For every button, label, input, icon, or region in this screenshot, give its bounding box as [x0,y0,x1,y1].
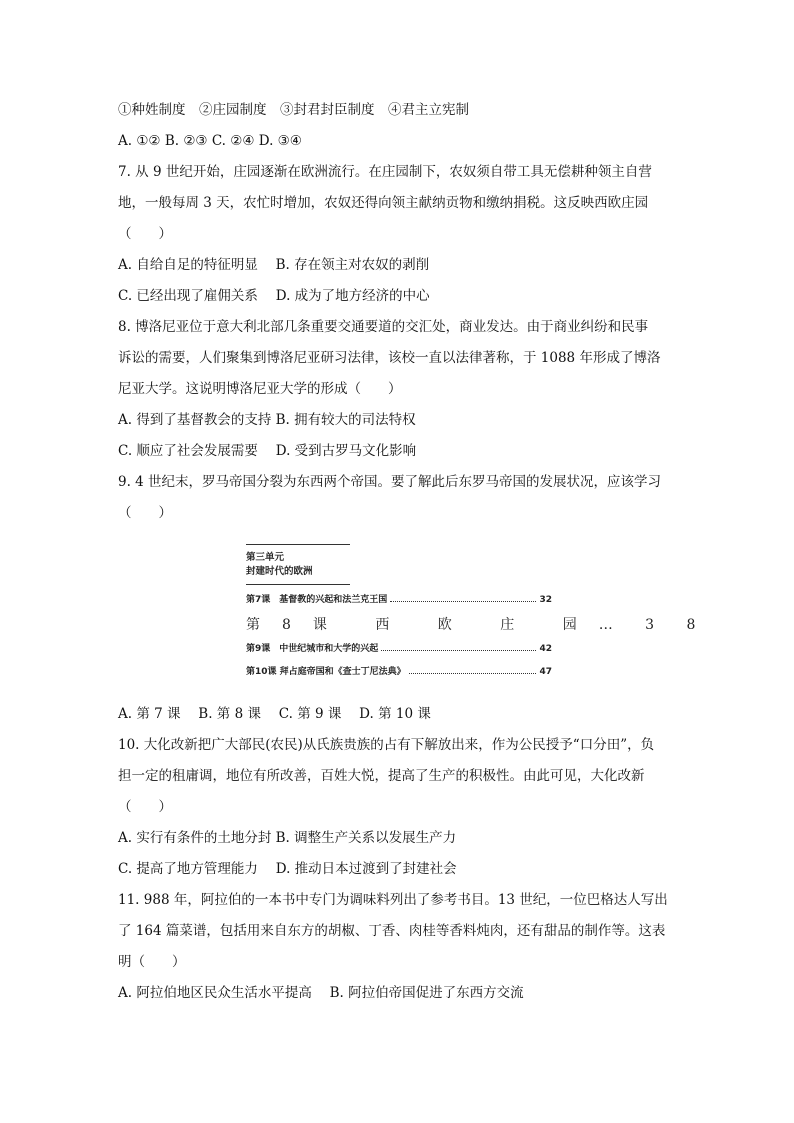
q10-option-d: D. 推动日本过渡到了封建社会 [275,861,457,877]
q10-option-b: B. 调整生产关系以发展生产力 [275,830,457,846]
exam-page-continued [118,704,684,1014]
toc-row-lesson-8 [246,616,710,634]
q11-line-1: 11. 988 年，阿拉伯的一本书中专门为调味料列出了参考书目。13 世纪，一位巴格达人写出 [118,892,668,908]
toc-row-title: 第9课 中世纪城市和大学的兴起 [246,644,379,654]
q8-option-c: C. 顺应了社会发展需要 [118,443,258,459]
question-9 [118,472,684,523]
q9-line-1: 9. 4 世纪末，罗马帝国分裂为东西两个帝国。要了解此后东罗马帝国的发展状况，应该学习 [118,474,662,490]
q8-line-1: 8. 博洛尼亚位于意大利北部几条重要交通要道的交汇处，商业发达。由于商业纠纷和民事 [118,319,649,335]
toc-leader-dots [390,601,536,602]
toc-row-lesson-10 [246,665,552,679]
q7-line-1: 7. 从 9 世纪开始，庄园逐渐在欧洲流行。在庄园制下，农奴须自带工具无偿耕种领主自营 [118,164,652,180]
q6-statement-options: ①种姓制度 ②庄园制度 ③封君封臣制度 ④君主立宪制 [118,102,469,118]
q10-line-3: （ ） [118,799,172,815]
q7-line-2: 地，一般每周 3 天，农忙时增加，农奴还得向领主献纳贡物和缴纳捐税。这反映西欧庄园 [118,195,649,211]
toc-leader-dots [381,650,536,651]
q7-option-d: D. 成为了地方经济的中心 [275,288,430,304]
q11-line-2: 了 164 篇菜谱，包括用来自东方的胡椒、丁香、肉桂等香料炖肉，还有甜品的制作等。这表 [118,923,666,939]
q7-option-a: A. 自给自足的特征明显 [118,257,258,273]
q7-line-3: （ ） [118,226,172,242]
toc-row-lesson-7 [246,593,552,607]
toc-row-page: 42 [539,644,552,654]
toc-row-page: 47 [539,667,552,677]
q6-answer-choices: A. ①② B. ②③ C. ②④ D. ③④ [118,133,302,149]
q11-line-3: 明（ ） [118,954,186,970]
toc-row-lesson-9 [246,642,552,656]
q10-line-2: 担一定的租庸调，地位有所改善，百姓大悦，提高了生产的积极性。由此可见，大化改新 [118,768,645,784]
q11-option-b: B. 阿拉伯帝国促进了东西方交流 [329,985,524,1001]
textbook-toc-figure [246,544,710,688]
q8-options-ab [118,410,684,430]
toc-unit: 第三单元 [246,552,285,563]
q8-option-a: A. 得到了基督教会的支持 [118,412,272,428]
q7-options-cd [118,286,684,306]
q10-option-a: A. 实行有条件的土地分封 [118,830,272,846]
question-11 [118,890,684,1003]
toc-top-rule [246,544,350,545]
question-8 [118,317,684,461]
question-10 [118,735,684,879]
question-7 [118,162,684,306]
q9-answer-choices: A. 第 7 课 B. 第 8 课 C. 第 9 课 D. 第 10 课 [118,706,431,722]
toc-row-title: 第8课 西 欧 庄 园 [246,617,599,633]
q9-line-2: （ ） [118,505,172,521]
q11-options-ab [118,983,684,1003]
q11-option-a: A. 阿拉伯地区民众生活水平提高 [118,985,312,1001]
q7-options-ab [118,255,684,275]
q8-line-3: 尼亚大学。这说明博洛尼亚大学的形成（ ） [118,381,402,397]
q8-options-cd [118,441,684,461]
q7-option-b: B. 存在领主对农奴的剥削 [275,257,430,273]
q7-option-c: C. 已经出现了雇佣关系 [118,288,258,304]
toc-divider [246,584,350,585]
exam-page [118,100,684,534]
toc-leader-dots [409,673,537,674]
q8-line-2: 诉讼的需要，人们聚集到博洛尼亚研习法律，该校一直以法律著称，于 1088 年形成了博洛 [118,350,661,366]
toc-unit-title: 封建时代的欧洲 [246,566,313,577]
q10-options-cd [118,859,684,879]
toc-row-title: 第10课 拜占庭帝国和《查士丁尼法典》 [246,667,406,677]
q10-option-c: C. 提高了地方管理能力 [118,861,258,877]
toc-row-page: 32 [539,595,552,605]
q8-option-b: B. 拥有较大的司法特权 [275,412,416,428]
toc-row-page: … 3 8 [598,617,710,633]
q8-option-d: D. 受到古罗马文化影响 [275,443,417,459]
toc-row-title: 第7课 基督教的兴起和法兰克王国 [246,595,388,605]
q10-options-ab [118,828,684,848]
q10-line-1: 10. 大化改新把广大部民(农民)从氏族贵族的占有下解放出来，作为公民授予“口分田”，负 [118,737,655,753]
